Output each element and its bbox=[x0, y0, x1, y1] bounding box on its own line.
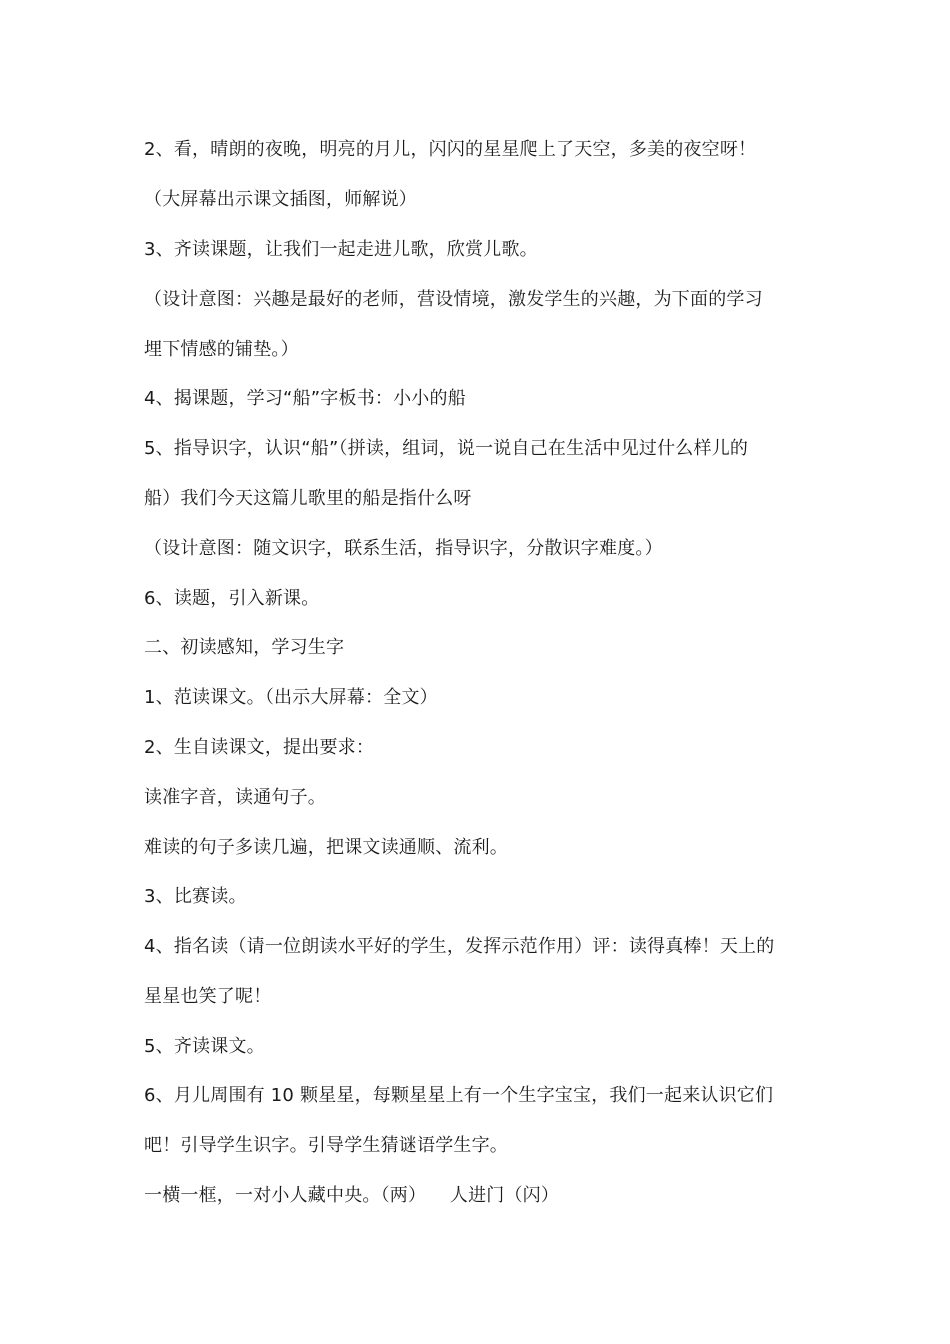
text-line: 星星也笑了呢！ bbox=[144, 986, 272, 1007]
text-line: 6、月儿周围有 10 颗星星，每颗星星上有一个生字宝宝，我们一起来认识它们 bbox=[144, 1085, 774, 1106]
text-line: 6、读题，引入新课。 bbox=[144, 588, 320, 609]
text-line: 2、生自读课文，提出要求： bbox=[144, 737, 375, 758]
text-line: 2、看，晴朗的夜晚，明亮的月儿，闪闪的星星爬上了天空，多美的夜空呀！ bbox=[144, 139, 757, 160]
text-line: （大屏幕出示课文插图，师解说） bbox=[144, 189, 417, 210]
text-line: （设计意图：随文识字，联系生活，指导识字，分散识字难度。） bbox=[144, 538, 663, 559]
text-line: 难读的句子多读几遍，把课文读通顺、流利。 bbox=[144, 837, 508, 858]
text-line: 埋下情感的铺垫。） bbox=[144, 339, 299, 360]
text-line: 读准字音，读通句子。 bbox=[144, 787, 326, 808]
text-line: 3、齐读课题，让我们一起走进儿歌，欣赏儿歌。 bbox=[144, 239, 538, 260]
text-line: 3、比赛读。 bbox=[144, 886, 247, 907]
text-line: 1、范读课文。（出示大屏幕：全文） bbox=[144, 687, 438, 708]
text-line: 4、指名读（请一位朗读水平好的学生，发挥示范作用）评：读得真棒！天上的 bbox=[144, 936, 775, 957]
section-heading: 二、初读感知，学习生字 bbox=[144, 637, 345, 658]
text-line: 5、齐读课文。 bbox=[144, 1036, 265, 1057]
text-line: （设计意图：兴趣是最好的老师，营设情境，激发学生的兴趣，为下面的学习 bbox=[144, 289, 763, 310]
text-line: 船）我们今天这篇儿歌里的船是指什么呀 bbox=[144, 488, 472, 509]
text-line: 4、揭课题，学习“船”字板书：小小的船 bbox=[144, 388, 466, 409]
text-line: 吧！引导学生识字。引导学生猜谜语学生字。 bbox=[144, 1135, 508, 1156]
text-line: 一横一框，一对小人藏中央。（两） 人进门（闪） bbox=[144, 1185, 560, 1206]
text-line: 5、指导识字，认识“船”（拼读，组词，说一说自己在生活中见过什么样儿的 bbox=[144, 438, 749, 459]
